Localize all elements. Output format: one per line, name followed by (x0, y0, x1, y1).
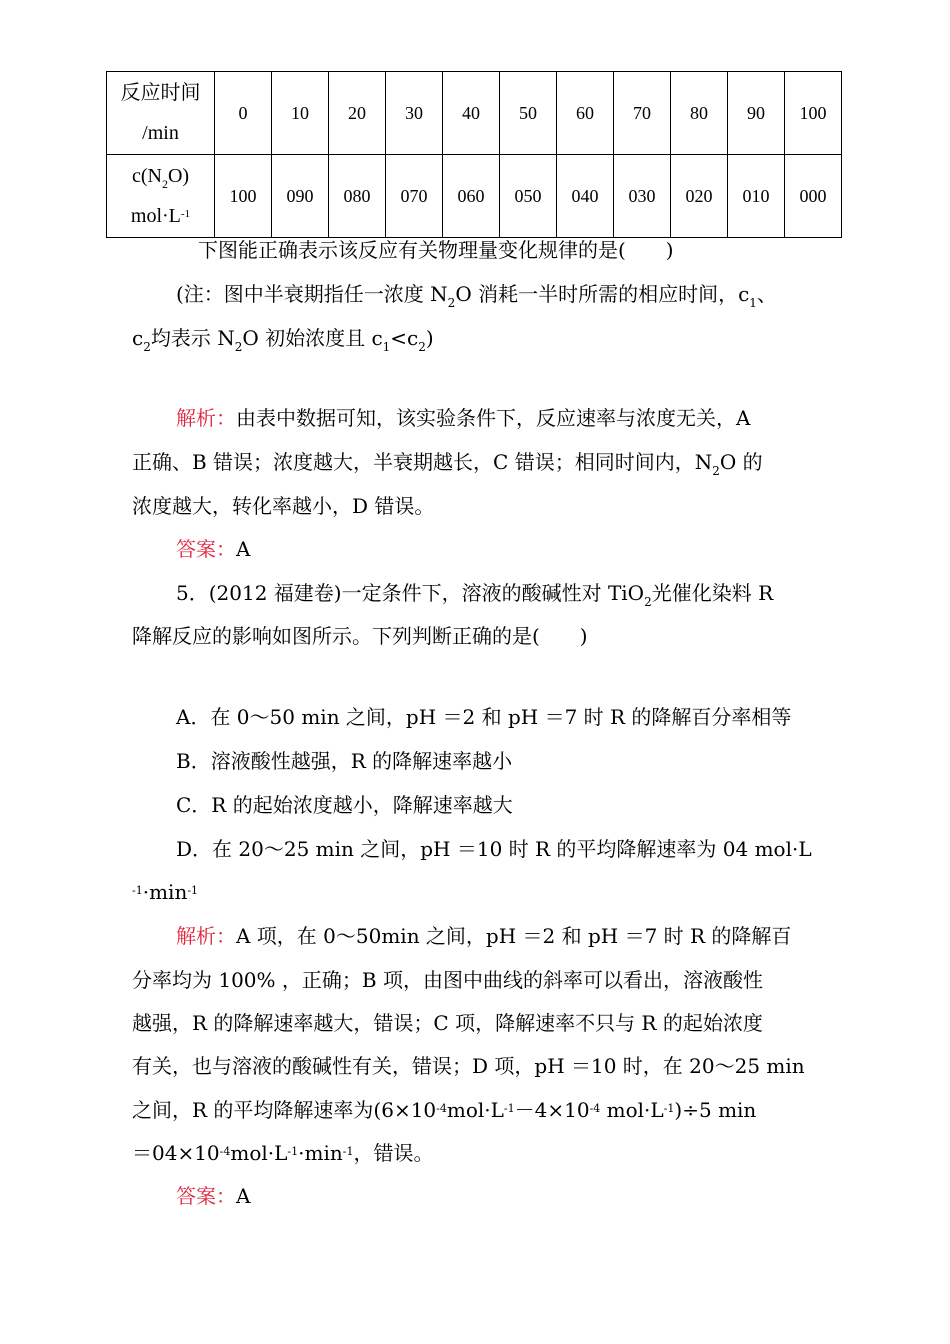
time-cell: 20 (329, 72, 386, 155)
concentration-header-cell (107, 155, 215, 238)
q4-analysis-line2: 正确、B 错误；浓度越大，半衰期越长，C 错误；相同时间内，$N_2O$ 的 (132, 450, 763, 478)
q4-analysis-line3: 浓度越大，转化率越小，D 错误。 (132, 494, 435, 518)
q4-answer-label: 答案： (176, 537, 236, 561)
q5-analysis-label: 解析： (176, 924, 236, 948)
q5-option-c: C．R 的起始浓度越小，降解速率越大 (176, 793, 513, 817)
time-cell: 60 (557, 72, 614, 155)
q5-option-b: B．溶液酸性越强，R 的降解速率越小 (176, 749, 513, 773)
time-cell: 40 (443, 72, 500, 155)
q5-analysis-line2: 分率均为 100% ，正确；B 项，由图中曲线的斜率可以看出，溶液酸性 (132, 968, 763, 992)
concentration-cell: 060 (443, 155, 500, 238)
time-cell: 90 (728, 72, 785, 155)
concentration-cell: 070 (386, 155, 443, 238)
q5-stem-line2: 降解反应的影响如图所示。下列判断正确的是( ) (132, 624, 588, 648)
time-header-line2: /min (142, 122, 179, 144)
q4-answer: 答案：A (176, 537, 251, 561)
q5-analysis-line4: 有关，也与溶液的酸碱性有关，错误；D 项，pH ＝10 时，在 20～25 min (132, 1054, 805, 1078)
concentration-cell: 040 (557, 155, 614, 238)
q4-analysis-label: 解析： (176, 406, 236, 430)
concentration-cell: 000 (785, 155, 842, 238)
concentration-cell: 100 (215, 155, 272, 238)
q4-note-line1: (注：图中半衰期指任一浓度 $N_2O$ 消耗一半时所需的相应时间，$c_1$、 (176, 282, 777, 310)
q5-option-d-line2: $^{-1}\cdot\min^{-1}$ (132, 880, 199, 904)
concentration-cell: 050 (500, 155, 557, 238)
q5-option-a: A．在 0～50 min 之间，pH ＝2 和 pH ＝7 时 R 的降解百分率相等 (176, 705, 792, 729)
time-header-cell (107, 72, 215, 155)
concentration-header-line1: $c(N_2O)$ (131, 165, 190, 191)
concentration-header-line2: $mol\cdot L^{-1}$ (130, 205, 191, 227)
reaction-data-table (106, 71, 842, 238)
q5-answer-label: 答案： (176, 1184, 236, 1208)
time-cell: 50 (500, 72, 557, 155)
q5-analysis-line1: 解析：A 项，在 0～50min 之间，pH ＝2 和 pH ＝7 时 R 的降解百 (176, 924, 792, 948)
table-row-time (107, 72, 842, 155)
table-row-concentration (107, 155, 842, 238)
time-cell: 70 (614, 72, 671, 155)
q4-analysis-line1: 解析：由表中数据可知，该实验条件下，反应速率与浓度无关，A (176, 406, 751, 430)
q5-analysis-line6: $=04\times 10^{-4}mol\cdot L^{-1}\cdot\min^{-1}$，错误。 (132, 1141, 434, 1165)
q5-stem-line1: 5．(2012 福建卷)一定条件下，溶液的酸碱性对 TiO$_2$光催化染料 R (176, 581, 774, 609)
time-cell: 30 (386, 72, 443, 155)
q5-analysis-line5: 之间，R 的平均降解速率为($6\times 10^{-4}mol\cdot L^{-1}-4\times 10^{-4}$ $mol\cdot L^{-1})\div 5$ min (132, 1098, 757, 1122)
q5-option-d-line1: D．在 20～25 min 之间，pH ＝10 时 R 的平均降解速率为 04 mol·L (176, 837, 812, 861)
q5-analysis-line3: 越强，R 的降解速率越大，错误；C 项，降解速率不只与 R 的起始浓度 (132, 1011, 763, 1035)
concentration-cell: 090 (272, 155, 329, 238)
time-header-line1: 反应时间 (120, 82, 201, 104)
concentration-cell: 020 (671, 155, 728, 238)
time-cell: 80 (671, 72, 728, 155)
time-cell: 0 (215, 72, 272, 155)
q4-note-line2: $c_2$均表示 $N_2O$ 初始浓度且 $c_1<c_2$) (132, 326, 434, 354)
concentration-cell: 080 (329, 155, 386, 238)
q5-answer: 答案：A (176, 1184, 251, 1208)
time-cell: 10 (272, 72, 329, 155)
concentration-cell: 030 (614, 155, 671, 238)
concentration-cell: 010 (728, 155, 785, 238)
time-cell: 100 (785, 72, 842, 155)
q4-question: 下图能正确表示该反应有关物理量变化规律的是( ) (198, 238, 674, 262)
